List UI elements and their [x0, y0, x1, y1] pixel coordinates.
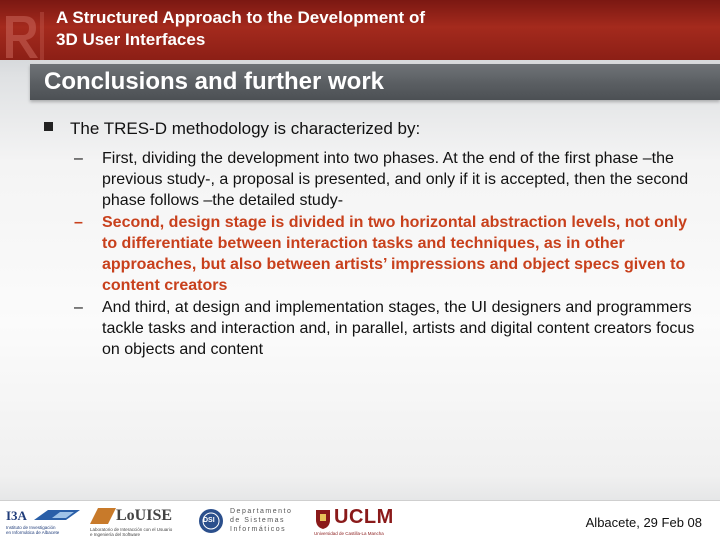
- sub-bullet-item: [74, 148, 696, 211]
- dsi-emblem-text: DSI: [203, 517, 215, 524]
- section-title: Conclusions and further work: [44, 68, 385, 95]
- dsi-text-line2: de Sistemas: [230, 517, 286, 524]
- louise-subtitle: [90, 527, 172, 537]
- main-bullet-text: The TRES-D methodology is characterized by:: [70, 119, 421, 138]
- dash-marker: –: [74, 299, 83, 316]
- louise-subtitle-line1: Laboratorio de Interacción con el Usuario: [90, 527, 173, 532]
- uclm-logo-text: UCLM: [334, 506, 394, 528]
- i3a-subtitle-line2: en Informática de Albacete: [6, 530, 60, 535]
- sub-bullet-item: [74, 297, 696, 360]
- header-watermark-icon: [0, 6, 58, 60]
- dash-marker: –: [74, 214, 83, 231]
- dsi-text-line1: Departamento: [230, 508, 293, 515]
- louise-subtitle-line2: e Ingeniería del Software: [90, 532, 141, 537]
- dsi-logo: [198, 506, 308, 538]
- uclm-subtitle: Universidad de Castilla-La Mancha: [314, 531, 384, 536]
- presentation-title: [56, 7, 556, 51]
- section-band: [30, 64, 720, 100]
- sub-bullet-list: [44, 148, 696, 360]
- louise-shape-icon: [90, 506, 116, 526]
- dsi-text-line3: Informáticos: [230, 526, 287, 533]
- footer-date: Albacete, 29 Feb 08: [585, 515, 702, 530]
- sub-bullet-text: And third, at design and implementation stages, the UI designers and programmers tackle tasks and interaction and, in parallel, artists and digital content creators focus on objects and content: [102, 299, 695, 358]
- i3a-subtitle: [6, 525, 59, 535]
- main-bullet: [44, 118, 696, 140]
- sub-bullet-item-highlighted: [74, 212, 696, 296]
- sub-bullet-text: First, dividing the development into two phases. At the end of the first phase –the previous study-, a proposal is presented, and only if it is accepted, then the second phase follows –the detailed study-: [102, 150, 689, 209]
- louise-logo-text: LoUISE: [116, 507, 173, 524]
- sub-bullet-text: Second, design stage is divided in two horizontal abstraction levels, not only to differentiate between interaction tasks and techniques, as in other approaches, but also between artists’ impressions and object specs given to content creators: [102, 214, 687, 294]
- dash-marker: –: [74, 150, 83, 167]
- i3a-logo: [6, 506, 86, 538]
- presentation-title-line1: A Structured Approach to the Development of: [56, 8, 425, 27]
- presentation-title-line2: 3D User Interfaces: [56, 30, 206, 49]
- content-area: [44, 118, 696, 361]
- header-bar: [0, 0, 720, 60]
- i3a-subtitle-line1: Instituto de Investigación: [6, 525, 56, 530]
- uclm-logo: [314, 506, 426, 538]
- louise-logo: [90, 506, 196, 538]
- uclm-crest-icon: [314, 508, 332, 530]
- i3a-wing-icon: [34, 508, 80, 522]
- dsi-text: [230, 507, 292, 534]
- square-bullet-icon: [44, 122, 53, 131]
- i3a-logo-text: I3A: [6, 508, 27, 523]
